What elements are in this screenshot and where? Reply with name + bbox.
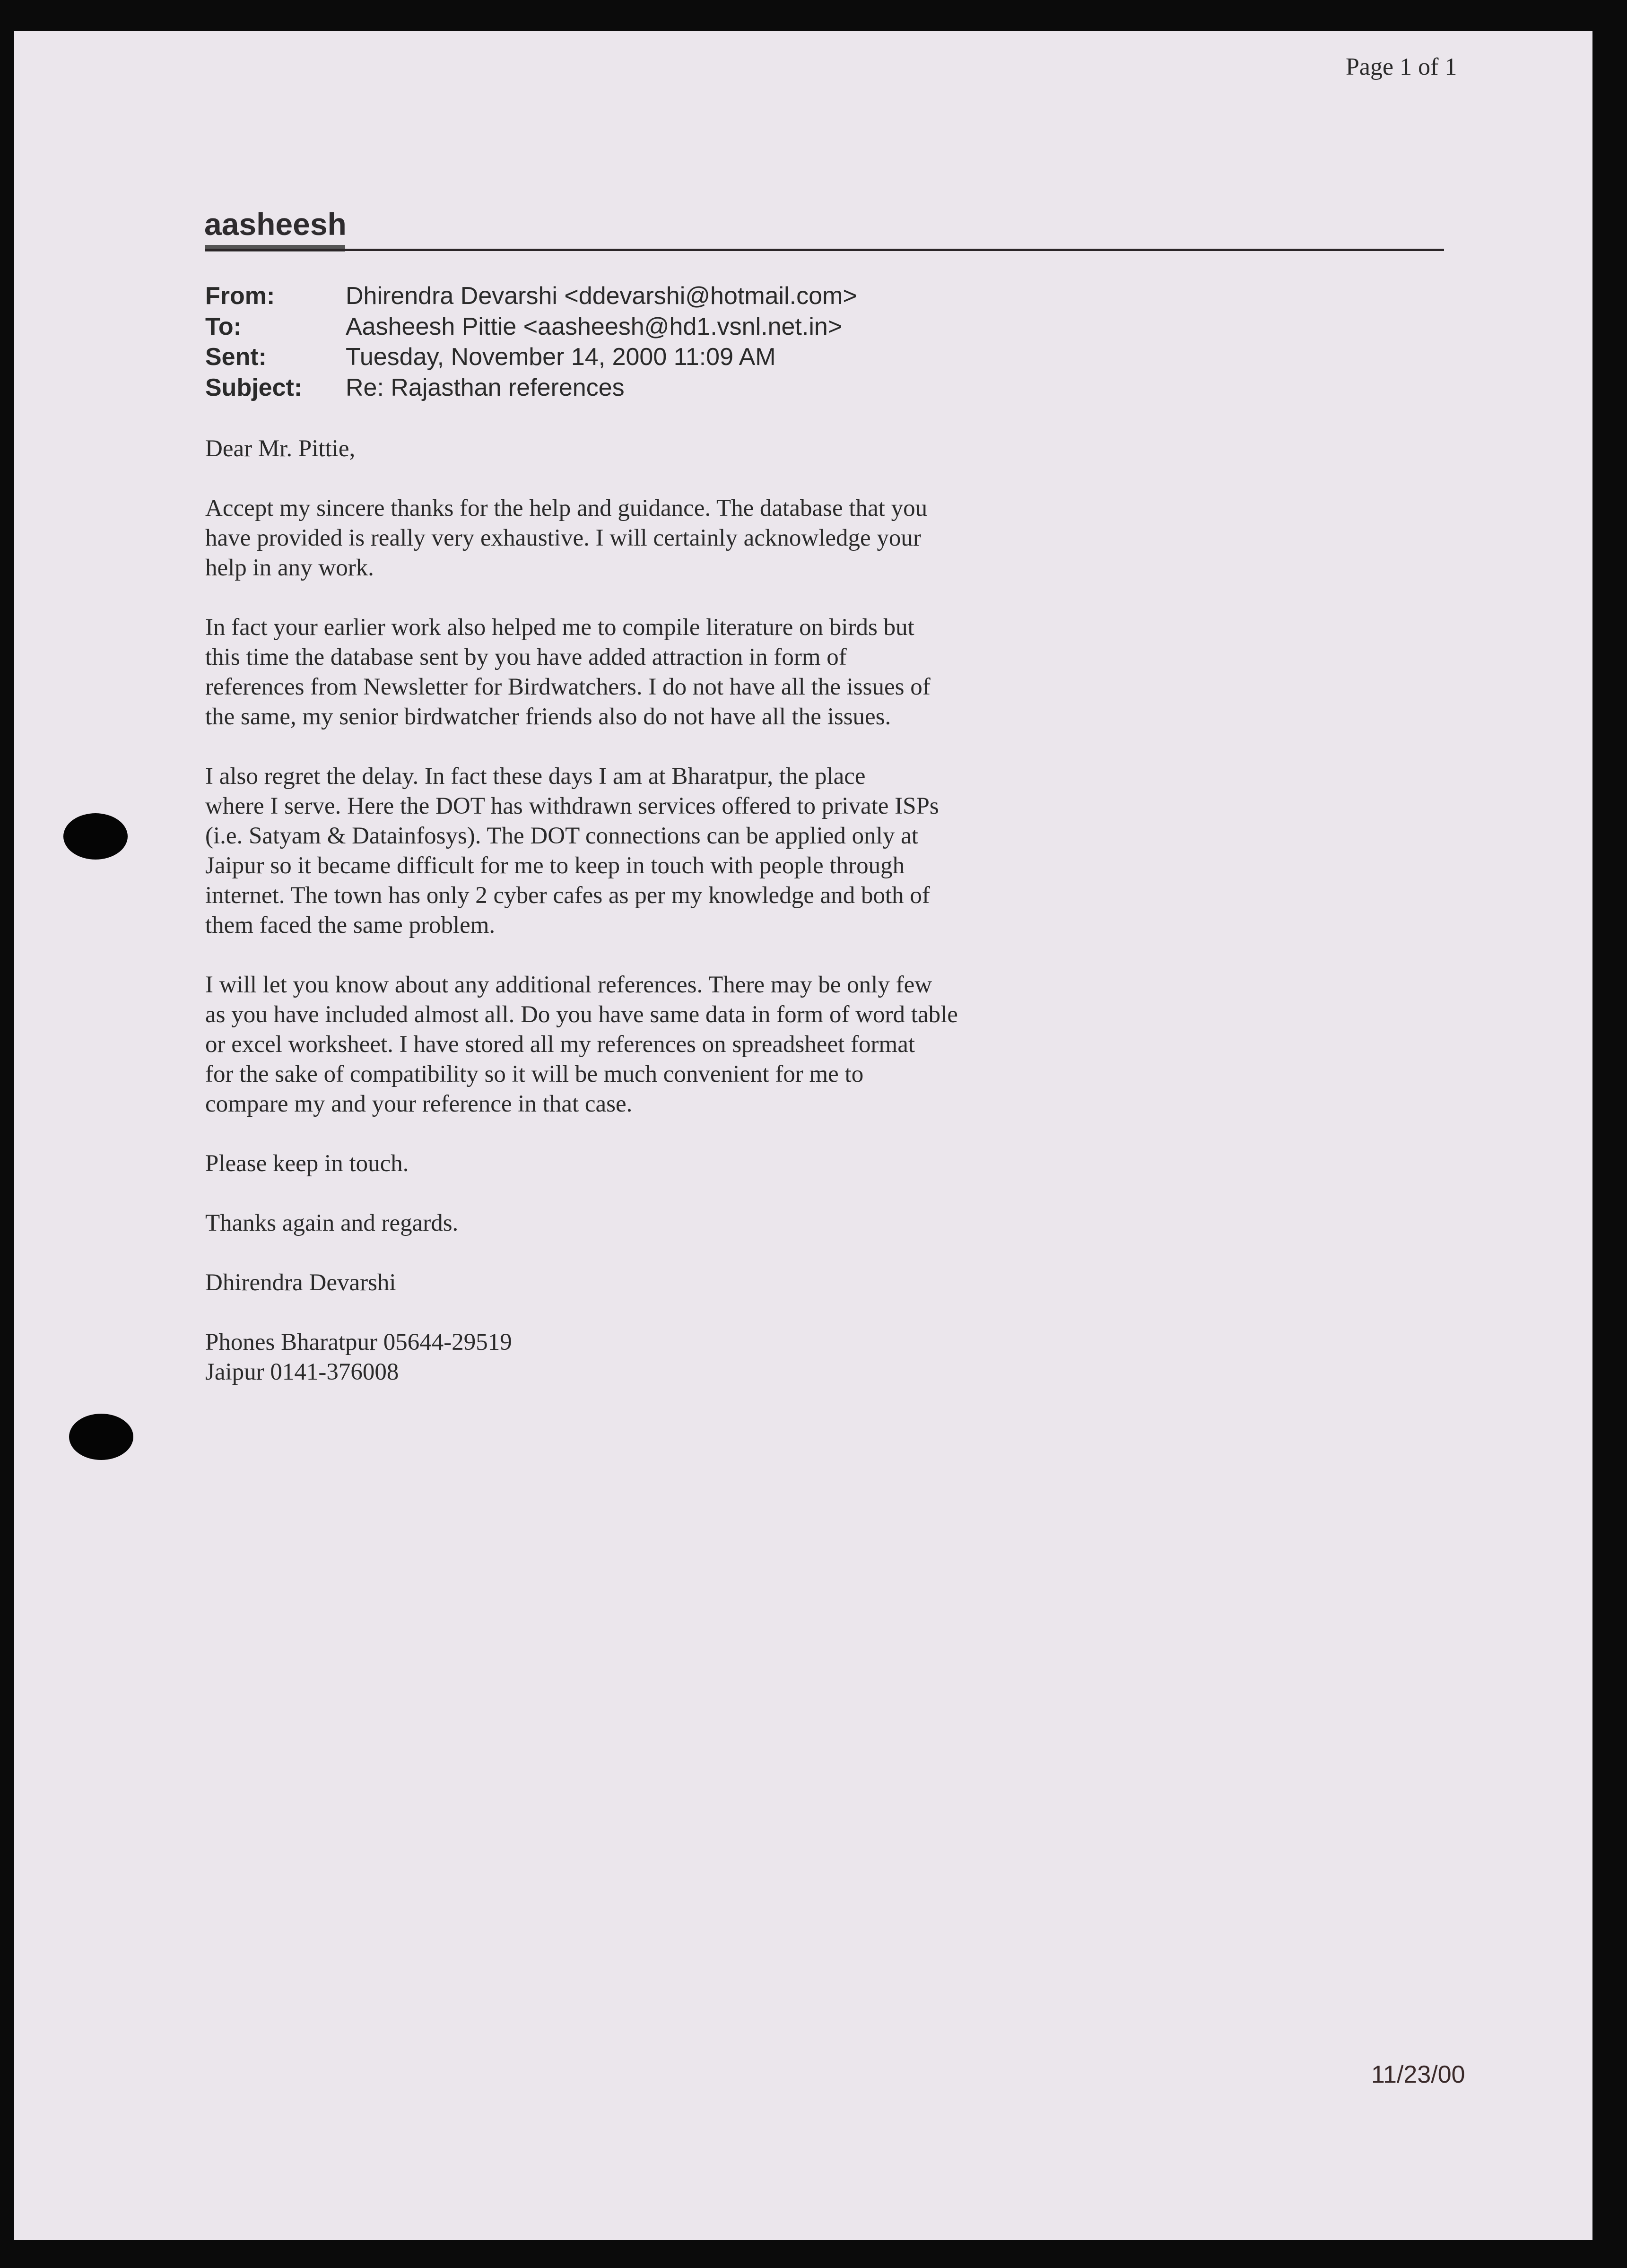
header-value: Tuesday, November 14, 2000 11:09 AM — [346, 343, 776, 371]
email-header — [205, 282, 857, 404]
email-body — [205, 434, 1056, 1417]
phone-numbers: Phones Bharatpur 05644-29519 Jaipur 0141-376008 — [205, 1329, 512, 1385]
header-sent — [205, 343, 857, 374]
punch-hole — [69, 1414, 133, 1460]
punch-hole — [63, 813, 128, 860]
header-value: Re: Rajasthan references — [346, 374, 625, 401]
footer-date — [1371, 2061, 1465, 2088]
header-label: Sent: — [205, 343, 267, 371]
header-value: Dhirendra Devarshi <ddevarshi@hotmail.com> — [346, 282, 857, 310]
header-label: To: — [205, 313, 242, 340]
body-paragraph: I also regret the delay. In fact these days I am at Bharatpur, the place where I serve. Here the DOT has withdrawn services offered to private ISPs (i.e. Satyam & Datainfosys). The DOT connections can be applied only at Jaipur so it became difficult for me to keep in touch with people through internet. The town has only 2 cyber cafes as per my knowledge and both of them faced the same problem. — [205, 763, 939, 938]
body-paragraph: Please keep in touch. — [205, 1150, 409, 1177]
closing: Thanks again and regards. — [205, 1210, 459, 1236]
heading-rule — [205, 249, 1444, 251]
footer-date-text: 11/23/00 — [1371, 2061, 1465, 2088]
mailbox-heading: aasheesh — [204, 207, 347, 242]
header-label: From: — [205, 282, 275, 310]
body-paragraph: In fact your earlier work also helped me to compile literature on birds but this time the database sent by you have added attraction in form of references from Newsletter for Birdwatchers. I do not have all the issues of the same, my senior birdwatcher friends also do not have all the issues. — [205, 614, 931, 730]
body-paragraph: I will let you know about any additional references. There may be only few as you have included almost all. Do you have same data in form of word table or excel worksheet. I have stored all my references on spreadsheet format for the sake of compatibility so it will be much convenient for me to compare my and your reference in that case. — [205, 972, 958, 1117]
signature: Dhirendra Devarshi — [205, 1269, 396, 1296]
salutation: Dear Mr. Pittie, — [205, 435, 356, 462]
header-from — [205, 282, 857, 313]
header-to — [205, 313, 857, 343]
header-value: Aasheesh Pittie <aasheesh@hd1.vsnl.net.in> — [346, 313, 843, 340]
header-subject — [205, 374, 857, 404]
page-number: Page 1 of 1 — [1346, 53, 1457, 80]
body-paragraph: Accept my sincere thanks for the help and guidance. The database that you have provided is really very exhaustive. I will certainly acknowledge your help in any work. — [205, 495, 928, 581]
header-label: Subject: — [205, 374, 303, 401]
